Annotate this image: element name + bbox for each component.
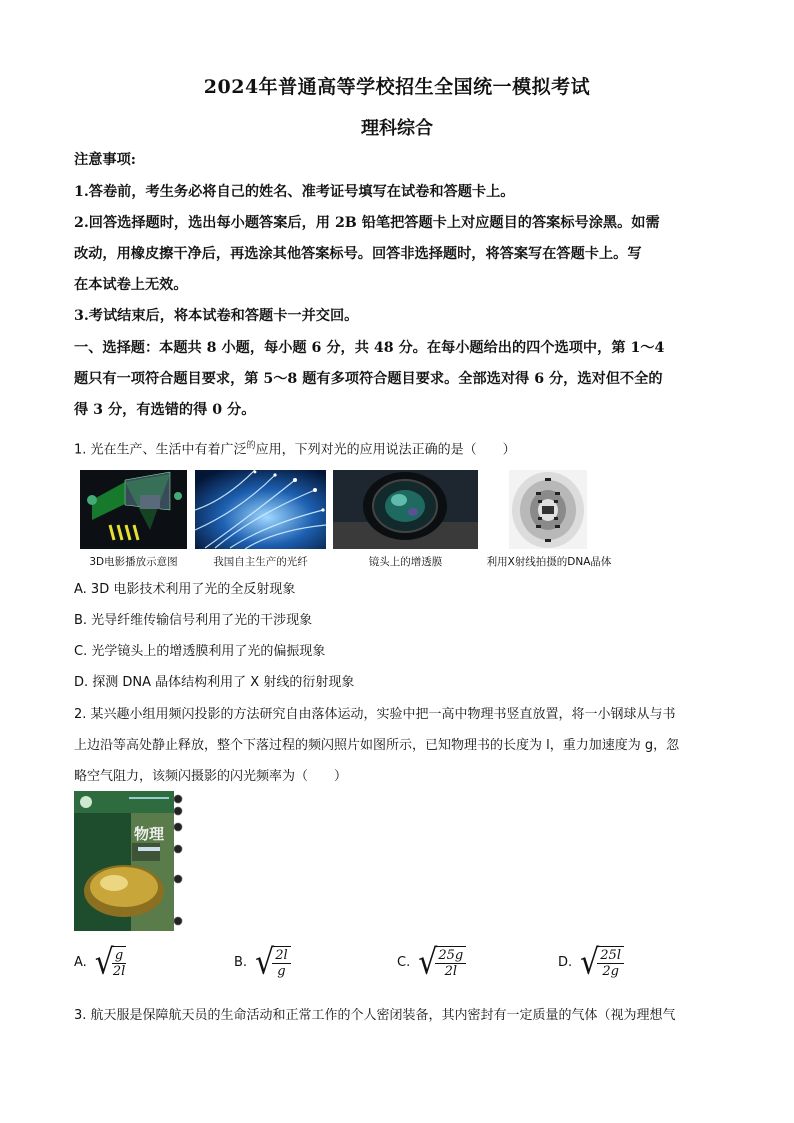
book-title: 物理 [134, 825, 165, 843]
option-b: B. √ $\frac{2l}{g}$ [234, 946, 291, 979]
notice-item: 3.考试结束后，将本试卷和答题卡一并交回。 [74, 308, 359, 324]
section-instructions: 题只有一项符合题目要求，第 5～8 题有多项符合题目要求。全部选对得 6 分，选对但不全的 [74, 371, 663, 387]
option-b: B. 光导纤维传输信号利用了光的干涉现象 [74, 613, 313, 628]
option-a: A. √ $\frac{g}{2l}$ [74, 941, 126, 983]
section-instructions: 一、选择题：本题共 8 小题，每小题 6 分，共 48 分。在每小题给出的四个选项中，第 1～4 [74, 340, 665, 356]
option-a: A. 3D 电影技术利用了光的全反射现象 [74, 582, 296, 597]
image-caption: 利用X射线拍摄的DNA晶体 [486, 556, 612, 568]
question-1-stem: 1. 光在生产、生活中有着广泛$^的$应用，下列对光的应用说法正确的是（ ） [74, 441, 516, 458]
question-2-stem: 上边沿等高处静止释放，整个下落过程的频闪照片如图所示，已知物理书的长度为 l，重力加速度为 g，忽 [74, 738, 680, 753]
notice-item: 2.回答选择题时，选出每小题答案后，用 2B 铅笔把答题卡上对应题目的答案标号涂黑。如需 [74, 215, 660, 231]
notice-item: 改动，用橡皮擦干净后，再选涂其他答案标号。回答非选择题时，将答案写在答题卡上。写 [74, 246, 642, 262]
option-c: C. √ $\frac{25g}{2l}$ [397, 946, 466, 979]
option-c: C. 光学镜头上的增透膜利用了光的偏振现象 [74, 644, 326, 659]
option-d: D. 探测 DNA 晶体结构利用了 X 射线的衍射现象 [74, 675, 355, 690]
option-d: D. √ $\frac{25l}{2g}$ [558, 946, 624, 979]
notice-heading: 注意事项: [74, 152, 136, 168]
question-3-stem: 3. 航天服是保障航天员的生命活动和正常工作的个人密闭装备，其内密封有一定质量的气体（视为理想气 [74, 1008, 676, 1023]
physics-book-image [74, 791, 186, 931]
exam-subject: 理科综合 [361, 118, 433, 139]
exam-title: 2024年普通高等学校招生全国统一模拟考试 [203, 76, 591, 98]
image-caption: 我国自主生产的光纤 [213, 556, 308, 568]
notice-item: 1.答卷前，考生务必将自己的姓名、准考证号填写在试卷和答题卡上。 [74, 184, 515, 200]
question-2-stem: 2. 某兴趣小组用频闪投影的方法研究自由落体运动，实验中把一高中物理书竖直放置，将一小钢球从与书 [74, 707, 676, 722]
section-instructions: 得 3 分，有选错的得 0 分。 [74, 402, 256, 418]
lens-coating-image [333, 470, 478, 549]
notice-item: 在本试卷上无效。 [74, 277, 188, 293]
image-caption: 3D电影播放示意图 [89, 556, 178, 568]
image-caption: 镜头上的增透膜 [368, 556, 443, 568]
optical-fiber-image [195, 470, 326, 549]
dna-xray-image [509, 470, 587, 549]
question-2-stem: 略空气阻力，该频闪摄影的闪光频率为（ ） [74, 769, 348, 784]
cinema-3d-image [80, 470, 187, 549]
